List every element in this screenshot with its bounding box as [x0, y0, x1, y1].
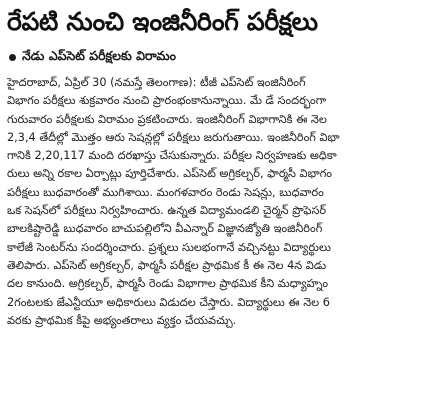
subheadline: నేడు ఎప్‌సెట్ పరీక్షలకు విరామం [22, 47, 176, 63]
body-line: తెలిపారు. ఎప్‌సెట్ అగ్రికల్చర్, ఫార్మసీ పరీక్షల ప్రాథమిక కీ ఈ నెల 4న విడు [7, 258, 327, 272]
body-line: గానికి 2,20,117 మంది దరఖాస్తు చేసుకున్నారు. పరీక్షల నిర్వహణకు అధికా [7, 149, 337, 163]
body-line: వరకు ప్రాథమిక కీపై అభ్యంతరాలు వ్యక్తం చేయవచ్చు. [7, 313, 237, 327]
body-line: బాలకిష్టారెడ్డి బుధవారం బాచుపల్లిలోని వీఎన్నార్ విజ్ఞానజ్యోతి ఇంజినీరింగ్ [7, 222, 323, 236]
headline: రేపటి నుంచి ఇంజినీరింగ్ పరీక్షలు [7, 7, 318, 36]
body-line: కాలేజీ సెంటర్‌ను సందర్శించారు. ప్రశ్నలు సులభంగానే వచ్చినట్టు విద్యార్థులు [7, 240, 331, 254]
body-line: విభాగం పరీక్షలు శుక్రవారం నుంచి ప్రారంభంకానున్నాయి. మే డే సందర్భంగా [7, 94, 327, 108]
bullet-icon [9, 54, 16, 61]
body-line: హైదరాబాద్, ఏప్రిల్ 30 (నమస్తే తెలంగాణ): టీజీ ఎప్‌సెట్ ఇంజినీరింగ్ [7, 76, 306, 89]
subheadline-row [9, 46, 439, 68]
article-body [7, 74, 439, 330]
body-line: రులు అన్ని రకాల ఏర్పాట్లు పూర్తిచేశారు. ఎప్‌సెట్ అగ్రికల్చర్, ఫార్మసీ విభాగం [7, 167, 333, 181]
body-line: ఒక సెషన్‌లో పరీక్షలు నిర్వహించారు. ఉన్నత విద్యామండలి చైర్మన్ ప్రొఫెసర్ [7, 204, 327, 218]
body-line: 2గంటలకు జేఎన్టీయూ అధికారులు విడుదల చేస్తారు. విద్యార్థులు ఈ నెల 6 [7, 295, 330, 309]
body-line: పరీక్షలు బుధవారంతో ముగిశాయి. మంగళవారం రెండు సెషన్లు, బుధవారం [7, 185, 324, 199]
body-line: దల కానుంది. అగ్రికల్చర్, ఫార్మసీ రెండు విభాగాల ప్రాథమిక కీని మధ్యాహ్నం [7, 277, 329, 291]
body-line: 2,3,4 తేదీల్లో మొత్తం ఆరు సెషన్లల్లో పరీక్షలు జరుగుతాయి. ఇంజినీరింగ్ విభా [7, 130, 340, 144]
body-line: గురువారం పరీక్షలకు విరామం ప్రకటించారు. ఇంజినీరింగ్ విభాగానికి ఈ నెల [7, 112, 327, 126]
